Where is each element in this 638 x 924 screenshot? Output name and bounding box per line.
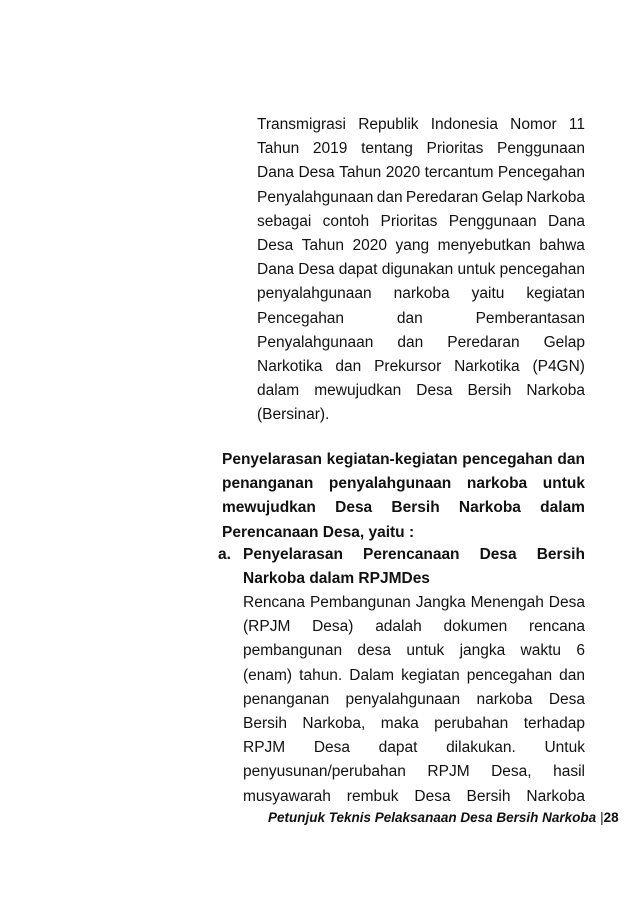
paragraph-line: Penyalahgunaan dan Peredaran Gelap Narkoba	[257, 188, 585, 206]
paragraph-line: dalam mewujudkan Desa Bersih Narkoba	[257, 382, 585, 400]
item-body-line: (RPJM Desa) adalah dokumen rencana	[243, 618, 585, 636]
paragraph-line: Desa Tahun 2020 yang menyebutkan bahwa	[257, 237, 585, 254]
item-body-line: musyawarah rembuk Desa Bersih Narkoba	[243, 787, 585, 805]
paragraph-line: Pencegahan dan Pemberantasan	[257, 309, 585, 327]
page-number: 28	[603, 810, 619, 825]
page-footer	[268, 808, 619, 828]
footer-title: Petunjuk Teknis Pelaksanaan Desa Bersih Narkoba	[268, 810, 597, 825]
paragraph-line: Transmigrasi Republik Indonesia Nomor 11	[257, 116, 585, 133]
item-body-line: penyusunan/perubahan RPJM Desa, hasil	[243, 763, 585, 781]
heading-line: Penyelarasan kegiatan-kegiatan pencegahan dan	[222, 451, 585, 468]
item-body-line: Rencana Pembangunan Jangka Menengah Desa	[243, 594, 585, 611]
heading-line: mewujudkan Desa Bersih Narkoba dalam	[222, 499, 585, 517]
item-body-line: RPJM Desa dapat dilakukan. Untuk	[243, 739, 585, 757]
list-marker: a.	[218, 546, 231, 563]
item-title-line: Penyelarasan Perencanaan Desa Bersih	[243, 546, 585, 563]
paragraph-line: sebagai contoh Prioritas Penggunaan Dana	[257, 212, 585, 230]
heading-line: penanganan penyalahgunaan narkoba untuk	[222, 475, 585, 493]
footer-separator: |	[600, 810, 604, 825]
paragraph-line: Narkotika dan Prekursor Narkotika (P4GN)	[257, 358, 585, 375]
heading-line: Perencanaan Desa, yaitu :	[222, 523, 415, 541]
paragraph-line: Tahun 2019 tentang Prioritas Penggunaan	[257, 140, 585, 158]
item-body-line: pembangunan desa untuk jangka waktu 6	[243, 642, 585, 660]
item-body-line: (enam) tahun. Dalam kegiatan pencegahan dan	[243, 666, 585, 684]
item-body-line: penanganan penyalahgunaan narkoba Desa	[243, 690, 585, 708]
item-body-line: Bersih Narkoba, maka perubahan terhadap	[243, 715, 585, 732]
paragraph-line: Dana Desa dapat digunakan untuk pencegahan	[257, 261, 585, 279]
paragraph-line: penyalahgunaan narkoba yaitu kegiatan	[257, 285, 585, 303]
paragraph-line: Dana Desa Tahun 2020 tercantum Pencegahan	[257, 164, 585, 182]
paragraph-line: Penyalahgunaan dan Peredaran Gelap	[257, 333, 585, 351]
item-title-line: Narkoba dalam RPJMDes	[243, 570, 430, 588]
paragraph-line: (Bersinar).	[257, 406, 330, 424]
